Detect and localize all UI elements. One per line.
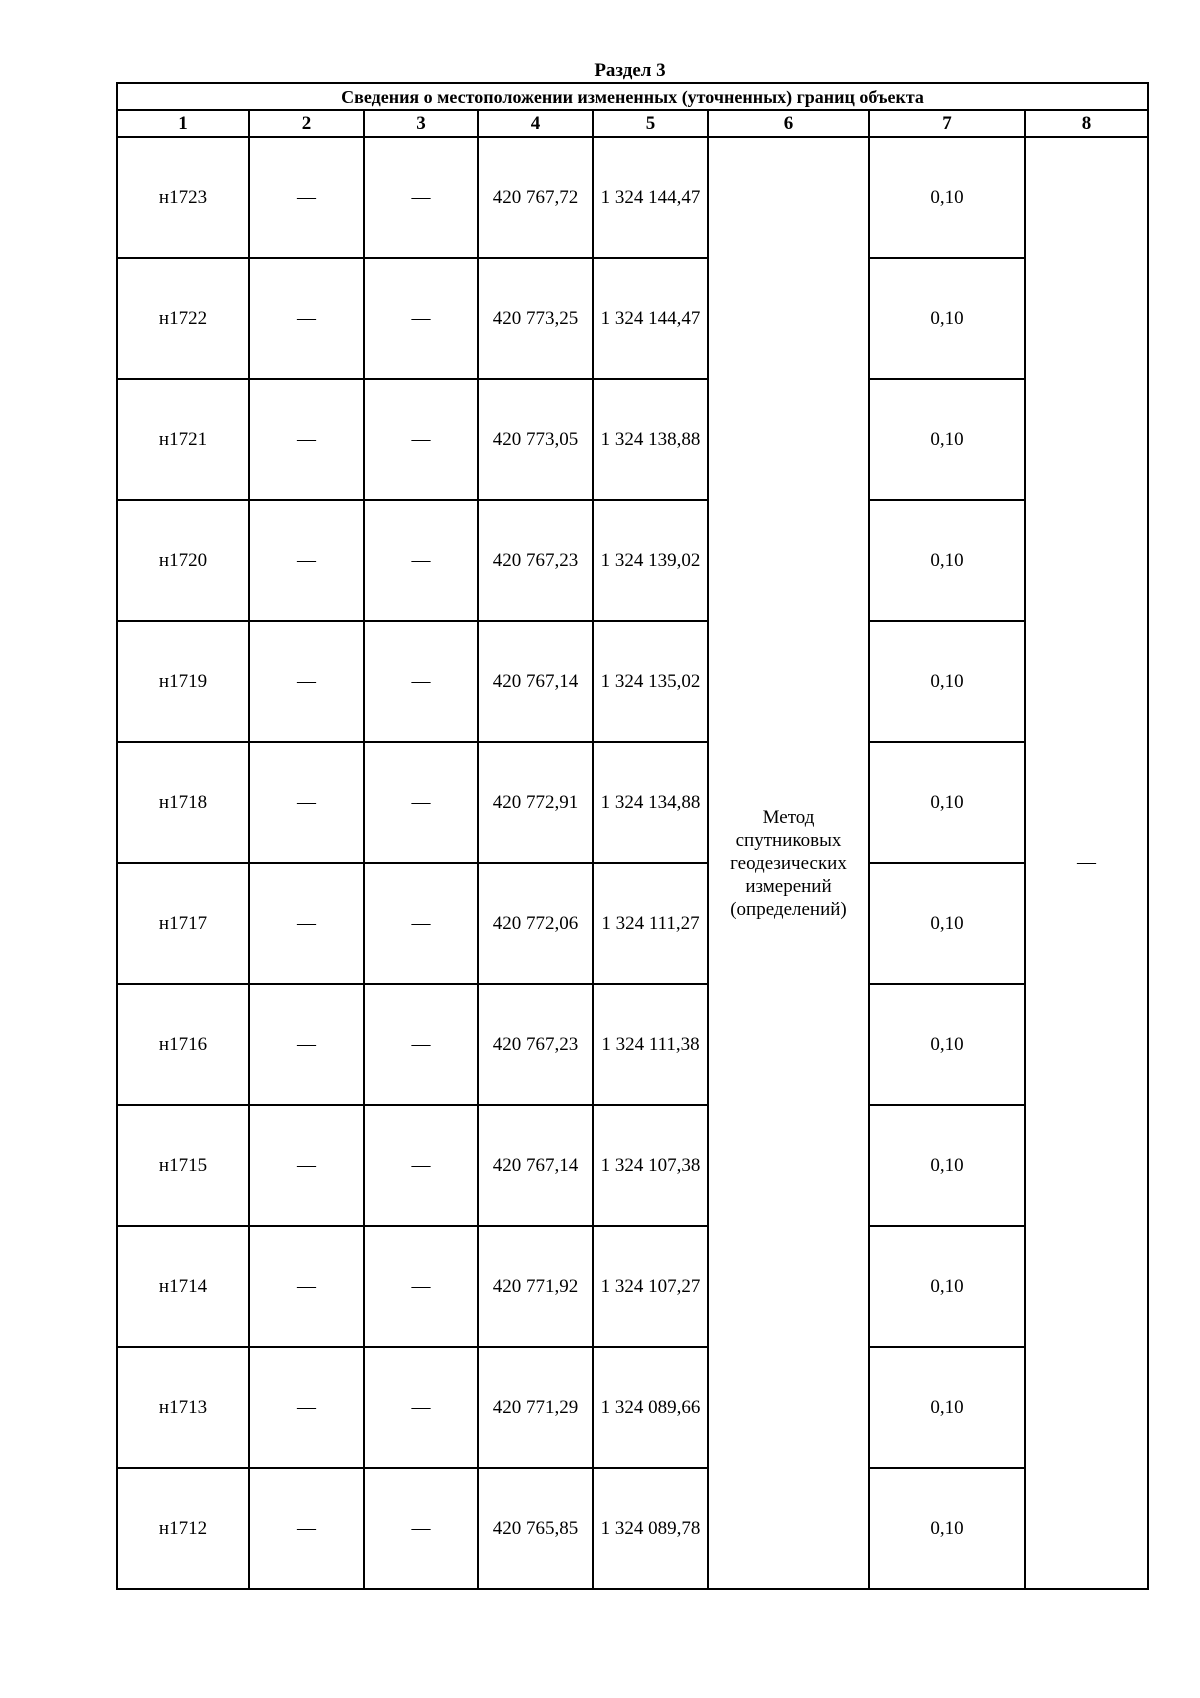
- column-2-cell: —: [249, 1347, 364, 1468]
- y-coordinate-cell: 1 324 107,38: [593, 1105, 708, 1226]
- y-coordinate-cell: 1 324 107,27: [593, 1226, 708, 1347]
- table-caption: Сведения о местоположении измененных (уточненных) границ объекта: [117, 83, 1148, 110]
- column-2-cell: —: [249, 621, 364, 742]
- column-2-cell: —: [249, 500, 364, 621]
- column-3-cell: —: [364, 500, 478, 621]
- accuracy-cell: 0,10: [869, 742, 1025, 863]
- point-id-cell: н1720: [117, 500, 249, 621]
- y-coordinate-cell: 1 324 144,47: [593, 258, 708, 379]
- column-3-cell: —: [364, 1468, 478, 1589]
- table-row: [117, 742, 1148, 863]
- accuracy-cell: 0,10: [869, 863, 1025, 984]
- column-number: 6: [708, 110, 869, 137]
- table-row: [117, 137, 1148, 258]
- column-number: 5: [593, 110, 708, 137]
- column-3-cell: —: [364, 863, 478, 984]
- table-row: [117, 258, 1148, 379]
- x-coordinate-cell: 420 767,23: [478, 984, 593, 1105]
- x-coordinate-cell: 420 765,85: [478, 1468, 593, 1589]
- column-3-cell: —: [364, 984, 478, 1105]
- column-2-cell: —: [249, 258, 364, 379]
- method-line: измерений: [745, 875, 832, 897]
- x-coordinate-cell: 420 767,23: [478, 500, 593, 621]
- accuracy-cell: 0,10: [869, 1468, 1025, 1589]
- column-3-cell: —: [364, 379, 478, 500]
- column-2-cell: —: [249, 742, 364, 863]
- y-coordinate-cell: 1 324 144,47: [593, 137, 708, 258]
- method-line: спутниковых: [735, 829, 842, 851]
- column-8-cell: —: [1025, 137, 1148, 1589]
- column-number: 3: [364, 110, 478, 137]
- table-row: [117, 500, 1148, 621]
- point-id-cell: н1712: [117, 1468, 249, 1589]
- accuracy-cell: 0,10: [869, 137, 1025, 258]
- method-line: геодезических: [730, 852, 847, 874]
- column-2-cell: —: [249, 137, 364, 258]
- column-3-cell: —: [364, 1105, 478, 1226]
- table-row: [117, 1347, 1148, 1468]
- y-coordinate-cell: 1 324 138,88: [593, 379, 708, 500]
- accuracy-cell: 0,10: [869, 1105, 1025, 1226]
- table-row: [117, 863, 1148, 984]
- point-id-cell: н1713: [117, 1347, 249, 1468]
- point-id-cell: н1716: [117, 984, 249, 1105]
- column-2-cell: —: [249, 863, 364, 984]
- column-2-cell: —: [249, 1468, 364, 1589]
- x-coordinate-cell: 420 773,05: [478, 379, 593, 500]
- point-id-cell: н1721: [117, 379, 249, 500]
- accuracy-cell: 0,10: [869, 1347, 1025, 1468]
- y-coordinate-cell: 1 324 089,78: [593, 1468, 708, 1589]
- column-number: 7: [869, 110, 1025, 137]
- column-3-cell: —: [364, 137, 478, 258]
- accuracy-cell: 0,10: [869, 500, 1025, 621]
- column-number-row: [117, 110, 1148, 137]
- point-id-cell: н1719: [117, 621, 249, 742]
- method-line: Метод: [762, 806, 815, 828]
- x-coordinate-cell: 420 771,29: [478, 1347, 593, 1468]
- table-row: [117, 1105, 1148, 1226]
- x-coordinate-cell: 420 767,14: [478, 621, 593, 742]
- point-id-cell: н1723: [117, 137, 249, 258]
- y-coordinate-cell: 1 324 139,02: [593, 500, 708, 621]
- column-number: 8: [1025, 110, 1148, 137]
- method-line: (определений): [730, 898, 847, 920]
- column-2-cell: —: [249, 379, 364, 500]
- column-3-cell: —: [364, 1226, 478, 1347]
- accuracy-cell: 0,10: [869, 984, 1025, 1105]
- y-coordinate-cell: 1 324 111,27: [593, 863, 708, 984]
- point-id-cell: н1715: [117, 1105, 249, 1226]
- accuracy-cell: 0,10: [869, 1226, 1025, 1347]
- column-number: 1: [117, 110, 249, 137]
- x-coordinate-cell: 420 772,91: [478, 742, 593, 863]
- x-coordinate-cell: 420 773,25: [478, 258, 593, 379]
- column-number: 2: [249, 110, 364, 137]
- table-row: [117, 984, 1148, 1105]
- section-title: Раздел 3: [594, 60, 666, 81]
- column-3-cell: —: [364, 1347, 478, 1468]
- accuracy-cell: 0,10: [869, 379, 1025, 500]
- y-coordinate-cell: 1 324 089,66: [593, 1347, 708, 1468]
- accuracy-cell: 0,10: [869, 258, 1025, 379]
- table-row: [117, 379, 1148, 500]
- y-coordinate-cell: 1 324 111,38: [593, 984, 708, 1105]
- column-3-cell: —: [364, 742, 478, 863]
- accuracy-cell: 0,10: [869, 621, 1025, 742]
- boundary-coordinates-table: [116, 82, 1149, 1590]
- column-2-cell: —: [249, 1226, 364, 1347]
- point-id-cell: н1714: [117, 1226, 249, 1347]
- table-row: [117, 621, 1148, 742]
- x-coordinate-cell: 420 767,14: [478, 1105, 593, 1226]
- method-cell: [708, 137, 869, 1589]
- y-coordinate-cell: 1 324 134,88: [593, 742, 708, 863]
- table-row: [117, 1468, 1148, 1589]
- column-number: 4: [478, 110, 593, 137]
- x-coordinate-cell: 420 771,92: [478, 1226, 593, 1347]
- column-2-cell: —: [249, 984, 364, 1105]
- point-id-cell: н1718: [117, 742, 249, 863]
- point-id-cell: н1722: [117, 258, 249, 379]
- x-coordinate-cell: 420 772,06: [478, 863, 593, 984]
- column-2-cell: —: [249, 1105, 364, 1226]
- column-3-cell: —: [364, 621, 478, 742]
- point-id-cell: н1717: [117, 863, 249, 984]
- table-row: [117, 1226, 1148, 1347]
- column-3-cell: —: [364, 258, 478, 379]
- y-coordinate-cell: 1 324 135,02: [593, 621, 708, 742]
- x-coordinate-cell: 420 767,72: [478, 137, 593, 258]
